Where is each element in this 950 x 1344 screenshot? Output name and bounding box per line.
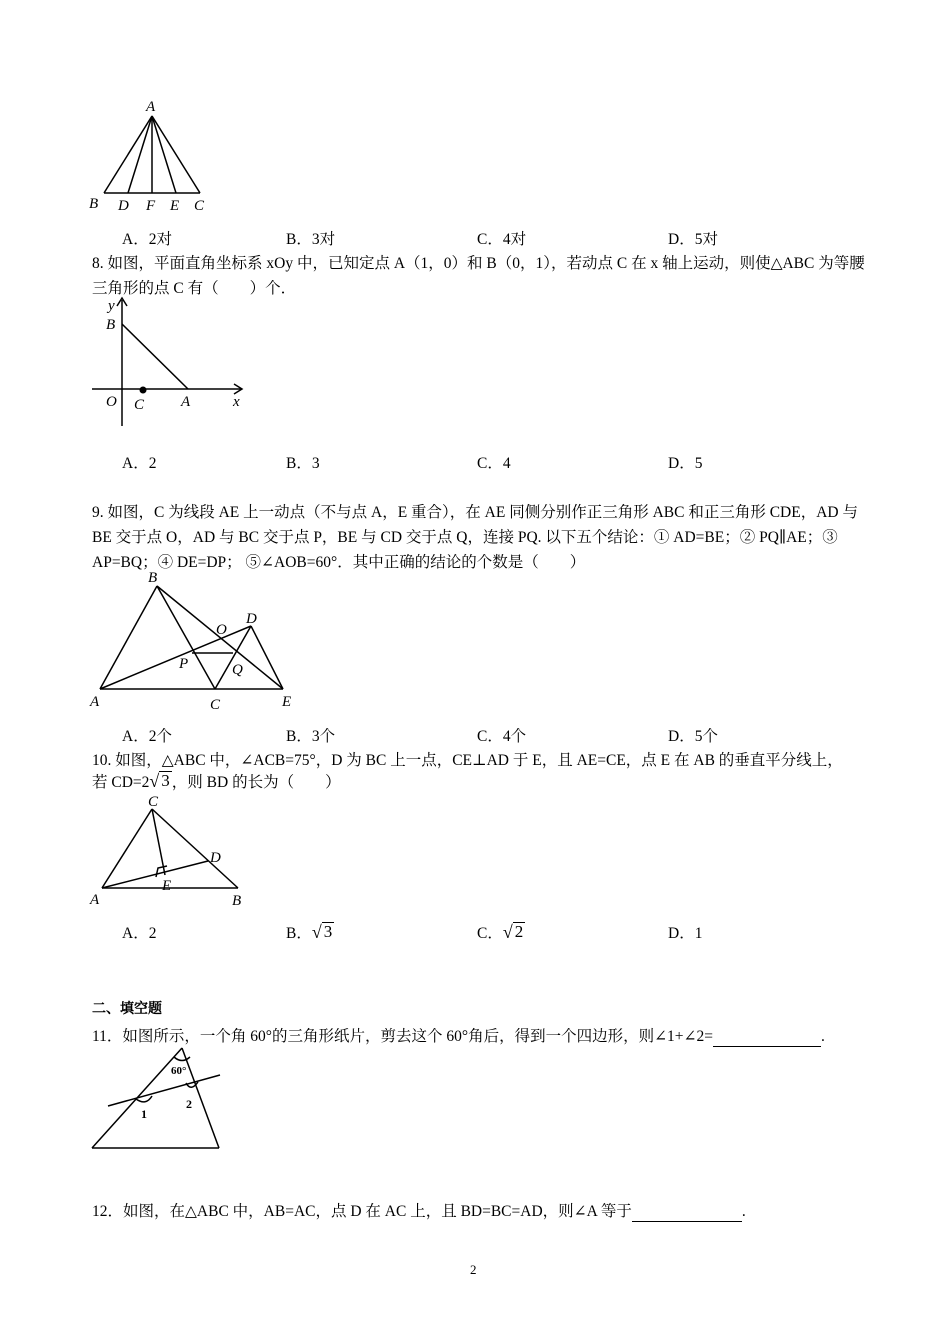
q9-segment-de (251, 626, 283, 689)
q9-option-c[interactable]: C．4个 (477, 728, 527, 745)
q11-question-text: 11．如图所示，一个角 60°的三角形纸片，剪去这个 60°角后，得到一个四边形，则∠1+∠2= . (92, 1028, 825, 1045)
q9-label-b: B (148, 570, 158, 586)
q8-option-a[interactable]: A．2 (122, 455, 157, 472)
q11-label-60: 60° (171, 1065, 187, 1077)
q9-label-c: C (210, 697, 221, 713)
q9-option-d[interactable]: D．5个 (668, 728, 718, 745)
q7-line-ad (128, 116, 152, 193)
q9-label-p: P (179, 656, 189, 672)
q7-line-ab (104, 116, 152, 193)
q11-label-1: 1 (141, 1107, 147, 1121)
q9-option-a[interactable]: A．2个 (122, 728, 172, 745)
q7-option-a[interactable]: A．2对 (122, 231, 172, 248)
q8-option-d[interactable]: D．5 (668, 455, 703, 472)
q9-question-text: 9. 如图，C 为线段 AE 上一动点（不与点 A，E 重合），在 AE 同侧分别作正三角形 ABC 和正三角形 CDE，AD 与 BE 交于点 O，AD 与 BC 交于点 P，BE 与 CD 交于点 Q，连接 PQ. 以下五个结论：① AD=BE；② PQ∥AE；③ AP=BQ；④ DE=DP； ⑤∠AOB=60°．其中正确的结论的个数是（ ） (92, 504, 858, 571)
angle-60-arc (174, 1057, 190, 1061)
q8-label-x: x (233, 394, 240, 410)
q7-label-e: E (170, 198, 180, 214)
q9-label-e: E (282, 694, 292, 710)
q9-label-a: A (90, 694, 100, 710)
sqrt-icon: √ (311, 922, 322, 942)
q7-label-f: F (146, 198, 156, 214)
q7-label-d: D (118, 198, 129, 214)
q10-figure (86, 792, 251, 910)
q7-option-c[interactable]: C．4对 (477, 231, 527, 248)
q8-question-text: 8. 如图，平面直角坐标系 xOy 中，已知定点 A（1，0）和 B（0，1），若动点 C 在 x 轴上运动，则使△ABC 为等腰三角形的点 C 有（ ）个． (92, 255, 865, 297)
q7-label-a: A (146, 99, 156, 115)
q11-cut-line (108, 1075, 220, 1106)
q8-option-c[interactable]: C．4 (477, 455, 511, 472)
q11-answer-blank[interactable] (713, 1028, 821, 1047)
q8-segment-ab (122, 324, 188, 389)
q9-segment-ab (100, 586, 157, 689)
q10-line2-post: ，则 BD 的长为（ ） (171, 774, 341, 791)
section-title-fill-in: 二、填空题 (92, 1001, 162, 1017)
q10-segment-ac (102, 809, 152, 888)
q10-label-b: B (232, 893, 242, 909)
q8-label-a: A (181, 394, 191, 410)
q12-question-text: 12．如图，在△ABC 中，AB=AC，点 D 在 AC 上，且 BD=BC=AD，则∠A 等于 . (92, 1203, 746, 1220)
q7-line-ac (152, 116, 200, 193)
q10-sqrt: √ 3 (149, 771, 170, 791)
q8-label-c: C (134, 397, 145, 413)
q10-label-d: D (210, 850, 221, 866)
q7-label-b: B (89, 196, 99, 212)
q9-label-d: D (246, 611, 257, 627)
q8-label-b: B (106, 317, 116, 333)
q10-question-line2 (92, 771, 341, 794)
q11-label-2: 2 (186, 1097, 192, 1111)
q9-option-b[interactable]: B．3个 (286, 728, 336, 745)
q12-answer-blank[interactable] (632, 1203, 742, 1222)
q10-option-b[interactable]: B． √ 3 (286, 922, 333, 942)
q7-label-c: C (194, 198, 205, 214)
q8-figure (86, 296, 256, 431)
q10-label-a: A (90, 892, 100, 908)
q9-segment-bc (157, 586, 215, 689)
q10-option-a[interactable]: A．2 (122, 925, 157, 942)
q10-question-line1: 10. 如图，△ABC 中，∠ACB=75°，D 为 BC 上一点，CE⊥AD 于 E，且 AE=CE，点 E 在 AB 的垂直平分线上， (92, 752, 843, 769)
q9-label-o: O (216, 622, 227, 638)
q10-option-c[interactable]: C． √ 2 (477, 922, 524, 942)
q9-figure (86, 568, 301, 716)
sqrt-icon: √ (502, 922, 513, 942)
q7-option-d[interactable]: D．5对 (668, 231, 718, 248)
q7-option-b[interactable]: B．3对 (286, 231, 336, 248)
q8-option-b[interactable]: B．3 (286, 455, 320, 472)
q9-label-q: Q (232, 662, 243, 678)
q10-label-c: C (148, 794, 159, 810)
q8-label-y: y (108, 298, 115, 314)
point-c (140, 387, 147, 394)
q8-label-o: O (106, 394, 117, 410)
q10-label-e: E (162, 878, 172, 894)
q7-line-ae (152, 116, 176, 193)
sqrt-icon: √ (149, 771, 160, 791)
q10-option-d[interactable]: D．1 (668, 925, 703, 942)
q10-line2-pre: 若 CD=2 (92, 774, 150, 791)
q10-segment-cb (152, 809, 238, 888)
q7-figure (86, 96, 216, 214)
q11-figure (86, 1042, 226, 1154)
q10-segment-ad (102, 861, 208, 888)
q9-segment-ad (100, 626, 251, 689)
page-number: 2 (470, 1262, 477, 1277)
